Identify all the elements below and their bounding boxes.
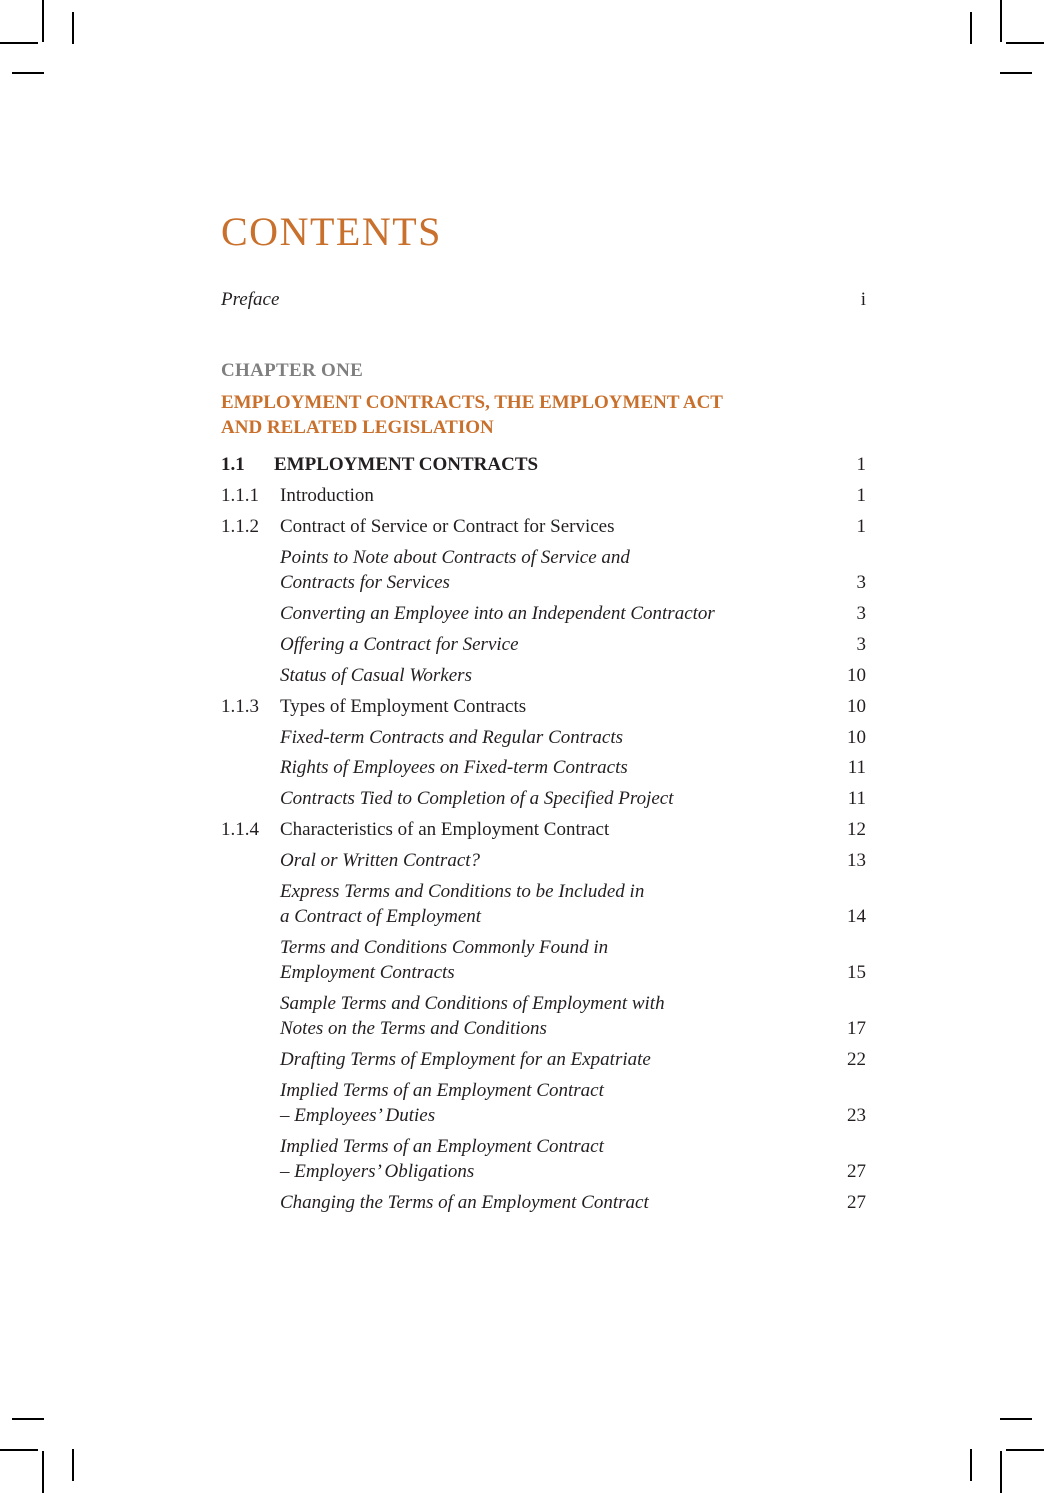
toc-entry-page: 27 [847, 1192, 866, 1213]
crop-mark [1000, 72, 1032, 74]
toc-entry-page: 1 [856, 454, 866, 475]
toc-entry-title: Notes on the Terms and Conditions [280, 1018, 547, 1039]
toc-entry-page: 14 [847, 906, 866, 927]
toc-entry-page: 10 [847, 665, 866, 686]
chapter-title-line: AND RELATED LEGISLATION [221, 417, 494, 438]
toc-entry-title: Offering a Contract for Service [280, 634, 519, 655]
toc-entry-title: Oral or Written Contract? [280, 850, 481, 871]
page-title: CONTENTS [221, 209, 442, 254]
crop-mark [72, 1449, 74, 1481]
crop-mark [1000, 0, 1002, 42]
toc-entry-title: Employment Contracts [280, 962, 455, 983]
toc-entry-page: 10 [847, 727, 866, 748]
toc-entry-page: 23 [847, 1105, 866, 1126]
toc-entry-title: Converting an Employee into an Independent Contractor [280, 603, 715, 624]
crop-mark [12, 1418, 44, 1420]
toc-entry-page: 17 [847, 1018, 866, 1039]
crop-mark [970, 12, 972, 44]
toc-entry-page: 3 [856, 634, 866, 655]
crop-mark [42, 1451, 44, 1493]
toc-entry-title: Implied Terms of an Employment Contract [280, 1080, 604, 1101]
toc-entry-title: Contracts for Services [280, 572, 450, 593]
toc-entry-page: 22 [847, 1049, 866, 1070]
toc-entry-page: 15 [847, 962, 866, 983]
toc-entry-page: 12 [847, 819, 866, 840]
toc-entry-title: Contract of Service or Contract for Services [280, 516, 615, 537]
toc-entry-page: 1 [856, 516, 866, 537]
toc-entry-title: Rights of Employees on Fixed-term Contracts [280, 757, 628, 778]
toc-entry-title: Contracts Tied to Completion of a Specified Project [280, 788, 674, 809]
chapter-title [221, 390, 781, 440]
toc-entry-page: 1 [856, 485, 866, 506]
crop-mark [1000, 1418, 1032, 1420]
crop-mark [970, 1449, 972, 1481]
crop-mark [0, 42, 38, 44]
toc-entry-number: 1.1.2 [221, 516, 259, 537]
toc-entry-title: – Employers’ Obligations [280, 1161, 475, 1182]
toc-entry-number: 1.1 [221, 454, 245, 475]
toc-entry-page: 3 [856, 572, 866, 593]
toc-entry-page: 27 [847, 1161, 866, 1182]
toc-entry-title: Types of Employment Contracts [280, 696, 527, 717]
toc-entry-title: Status of Casual Workers [280, 665, 472, 686]
crop-mark [1000, 1451, 1002, 1493]
toc-entry-number: 1.1.4 [221, 819, 259, 840]
toc-entry-label: Preface [221, 289, 280, 310]
toc-entry-title: EMPLOYMENT CONTRACTS [274, 454, 539, 475]
crop-mark [1006, 42, 1044, 44]
toc-entry-title: Changing the Terms of an Employment Contract [280, 1192, 649, 1213]
crop-mark [72, 12, 74, 44]
toc-entry-page: 11 [847, 757, 866, 778]
chapter-title-line: EMPLOYMENT CONTRACTS, THE EMPLOYMENT ACT [221, 392, 723, 413]
toc-entry-title: Introduction [280, 485, 374, 506]
toc-entry-title: Terms and Conditions Commonly Found in [280, 937, 609, 958]
toc-entry-page: 3 [856, 603, 866, 624]
toc-entry-title: – Employees’ Duties [280, 1105, 436, 1126]
toc-entry-number: 1.1.3 [221, 696, 259, 717]
toc-entry-page: i [860, 289, 866, 310]
toc-entry-number: 1.1.1 [221, 485, 259, 506]
toc-entry-title: Express Terms and Conditions to be Included in [280, 881, 645, 902]
toc-entry-title: Sample Terms and Conditions of Employment with [280, 993, 665, 1014]
crop-mark [42, 0, 44, 42]
toc-entry-title: Implied Terms of an Employment Contract [280, 1136, 604, 1157]
toc-entry-title: Drafting Terms of Employment for an Expatriate [280, 1049, 651, 1070]
chapter-label: CHAPTER ONE [221, 360, 364, 381]
toc-entry-page: 13 [847, 850, 866, 871]
crop-mark [1006, 1449, 1044, 1451]
crop-mark [12, 72, 44, 74]
toc-entry-page: 10 [847, 696, 866, 717]
crop-mark [0, 1449, 38, 1451]
toc-entry-title: Points to Note about Contracts of Service and [280, 547, 630, 568]
toc-entry-title: a Contract of Employment [280, 906, 482, 927]
toc-entry-title: Fixed-term Contracts and Regular Contracts [280, 727, 624, 748]
toc-entry-page: 11 [847, 788, 866, 809]
toc-entry-title: Characteristics of an Employment Contract [280, 819, 610, 840]
